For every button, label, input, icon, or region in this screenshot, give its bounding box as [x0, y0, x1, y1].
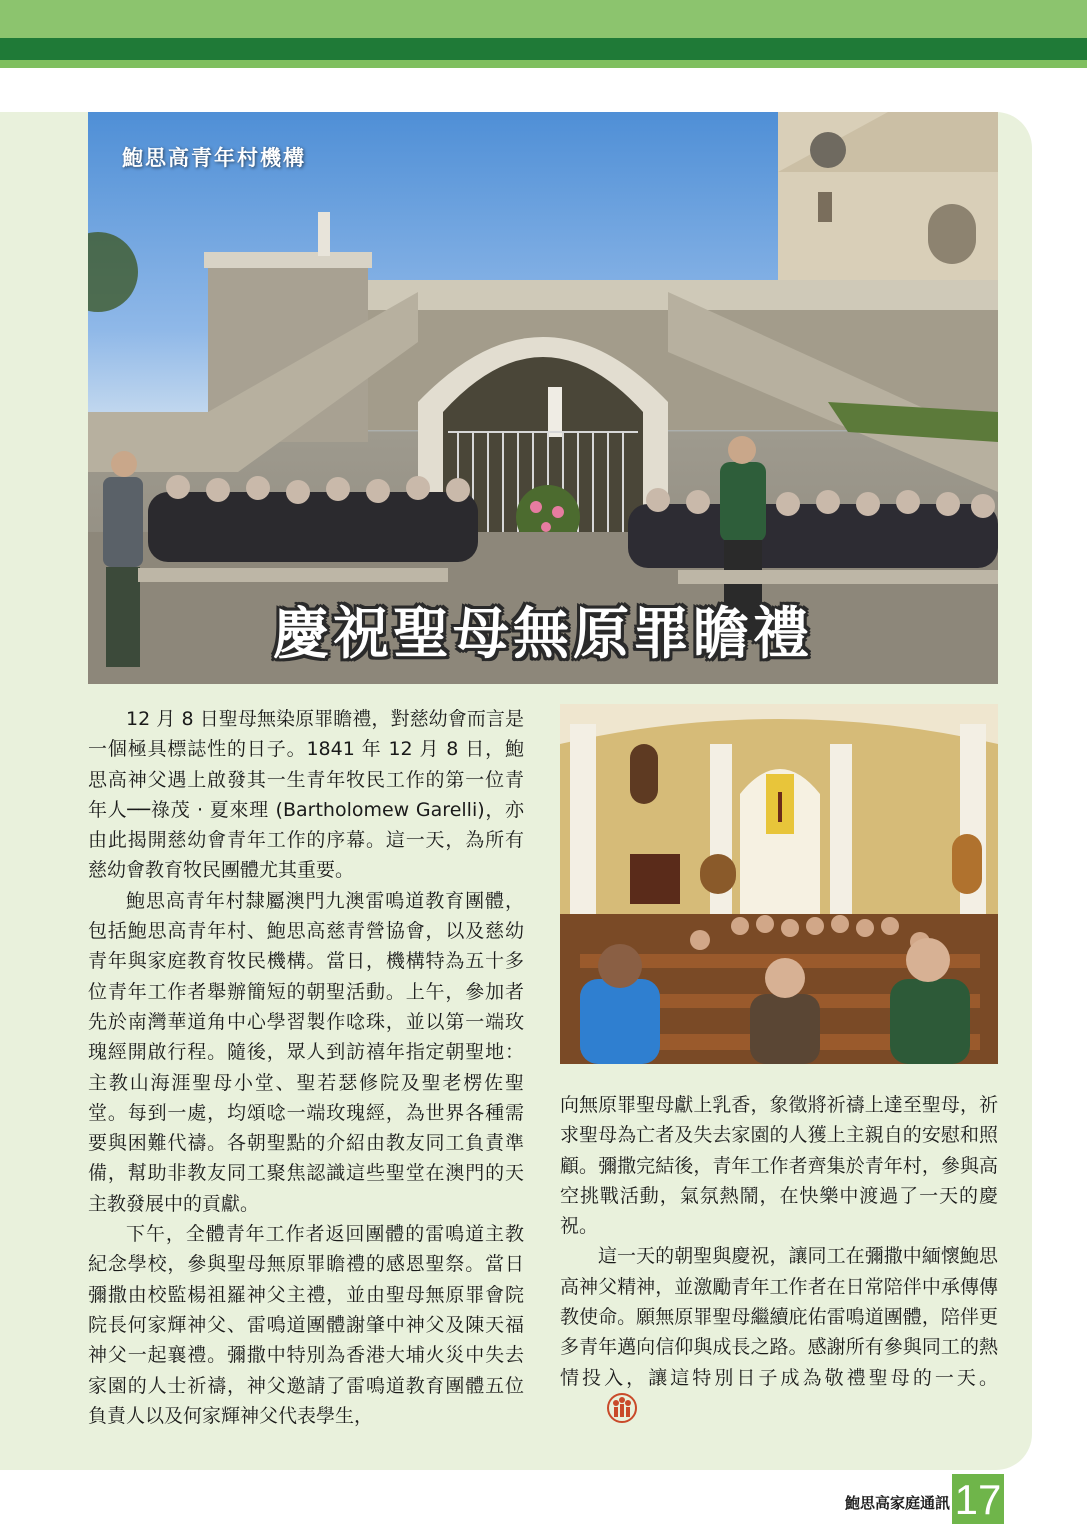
article-paragraph [560, 1241, 998, 1432]
page-number-box [952, 1474, 1004, 1524]
hero-photo [88, 112, 998, 684]
header-band-line [0, 60, 1087, 68]
article-title: 慶祝聖母無原罪瞻禮 [273, 602, 813, 667]
article-column-left [88, 704, 524, 1431]
salesian-logo-icon [566, 1393, 640, 1432]
article-paragraph: 向無原罪聖母獻上乳香，象徵將祈禱上達至聖母，祈求聖母為亡者及失去家園的人獲上主親自的安慰和照顧。彌撒完結後，青年工作者齊集於青年村，參與高空挑戰活動，氣氛熱鬧，在快樂中渡過了一天的慶祝。 [560, 1094, 998, 1238]
article-column-right [560, 1090, 998, 1432]
hero-kicker: 鮑思高青年村機構 [122, 146, 306, 170]
article-paragraph-text: 這一天的朝聖與慶祝，讓同工在彌撒中緬懷鮑思高神父精神，並激勵青年工作者在日常陪伴中承傳傳教使命。願無原罪聖母繼續庇佑雷鳴道團體，陪伴更多青年邁向信仰與成長之路。感謝所有參與同工的熱情投入，讓這特別日子成為敬禮聖母的一天。 [560, 1245, 998, 1389]
article-paragraph: 鮑思高青年村隸屬澳門九澳雷鳴道教育團體，包括鮑思高青年村、鮑思高慈青營協會，以及慈幼青年與家庭教育牧民機構。當日，機構特為五十多位青年工作者舉辦簡短的朝聖活動。上午，參加者先於南灣華道角中心學習製作唸珠，並以第一端玫瑰經開啟行程。隨後，眾人到訪禧年指定朝聖地：主教山海涯聖母小堂、聖若瑟修院及聖老楞佐聖堂。每到一處，均頌唸一端玫瑰經，為世界各種需要與困難代禱。各朝聖點的介紹由教友同工負責準備，幫助非教友同工聚焦認識這些聖堂在澳門的天主教發展中的貢獻。 [88, 889, 524, 1215]
church-group-photo [560, 704, 998, 1064]
church-interior-illustration [560, 704, 998, 1064]
article-paragraph: 12 月 8 日聖母無染原罪瞻禮，對慈幼會而言是一個極具標誌性的日子。1841 年 12 月 8 日，鮑思高神父遇上啟發其一生青年牧民工作的第一位青年人──祿茂 ‧ 夏來理 (Bartholomew Garelli)，亦由此揭開慈幼會青年工作的序幕。這一天，為所有慈幼會教育牧民團體尤其重要。 [88, 708, 524, 882]
publication-name: 鮑思高家庭通訊 [844, 1494, 950, 1512]
article-paragraph: 下午，全體青年工作者返回團體的雷鳴道主教紀念學校，參與聖母無原罪瞻禮的感恩聖祭。當日彌撒由校監楊祖羅神父主禮，並由聖母無原罪會院院長何家輝神父、雷鳴道團體謝肇中神父及陳天福神父一起襄禮。彌撒中特別為香港大埔火災中失去家園的人士祈禱，神父邀請了雷鳴道教育團體五位負責人以及何家輝神父代表學生， [88, 1223, 524, 1427]
header-band-dark [0, 38, 1087, 60]
page-number: 17 [954, 1476, 1002, 1523]
header-band-light [0, 0, 1087, 38]
